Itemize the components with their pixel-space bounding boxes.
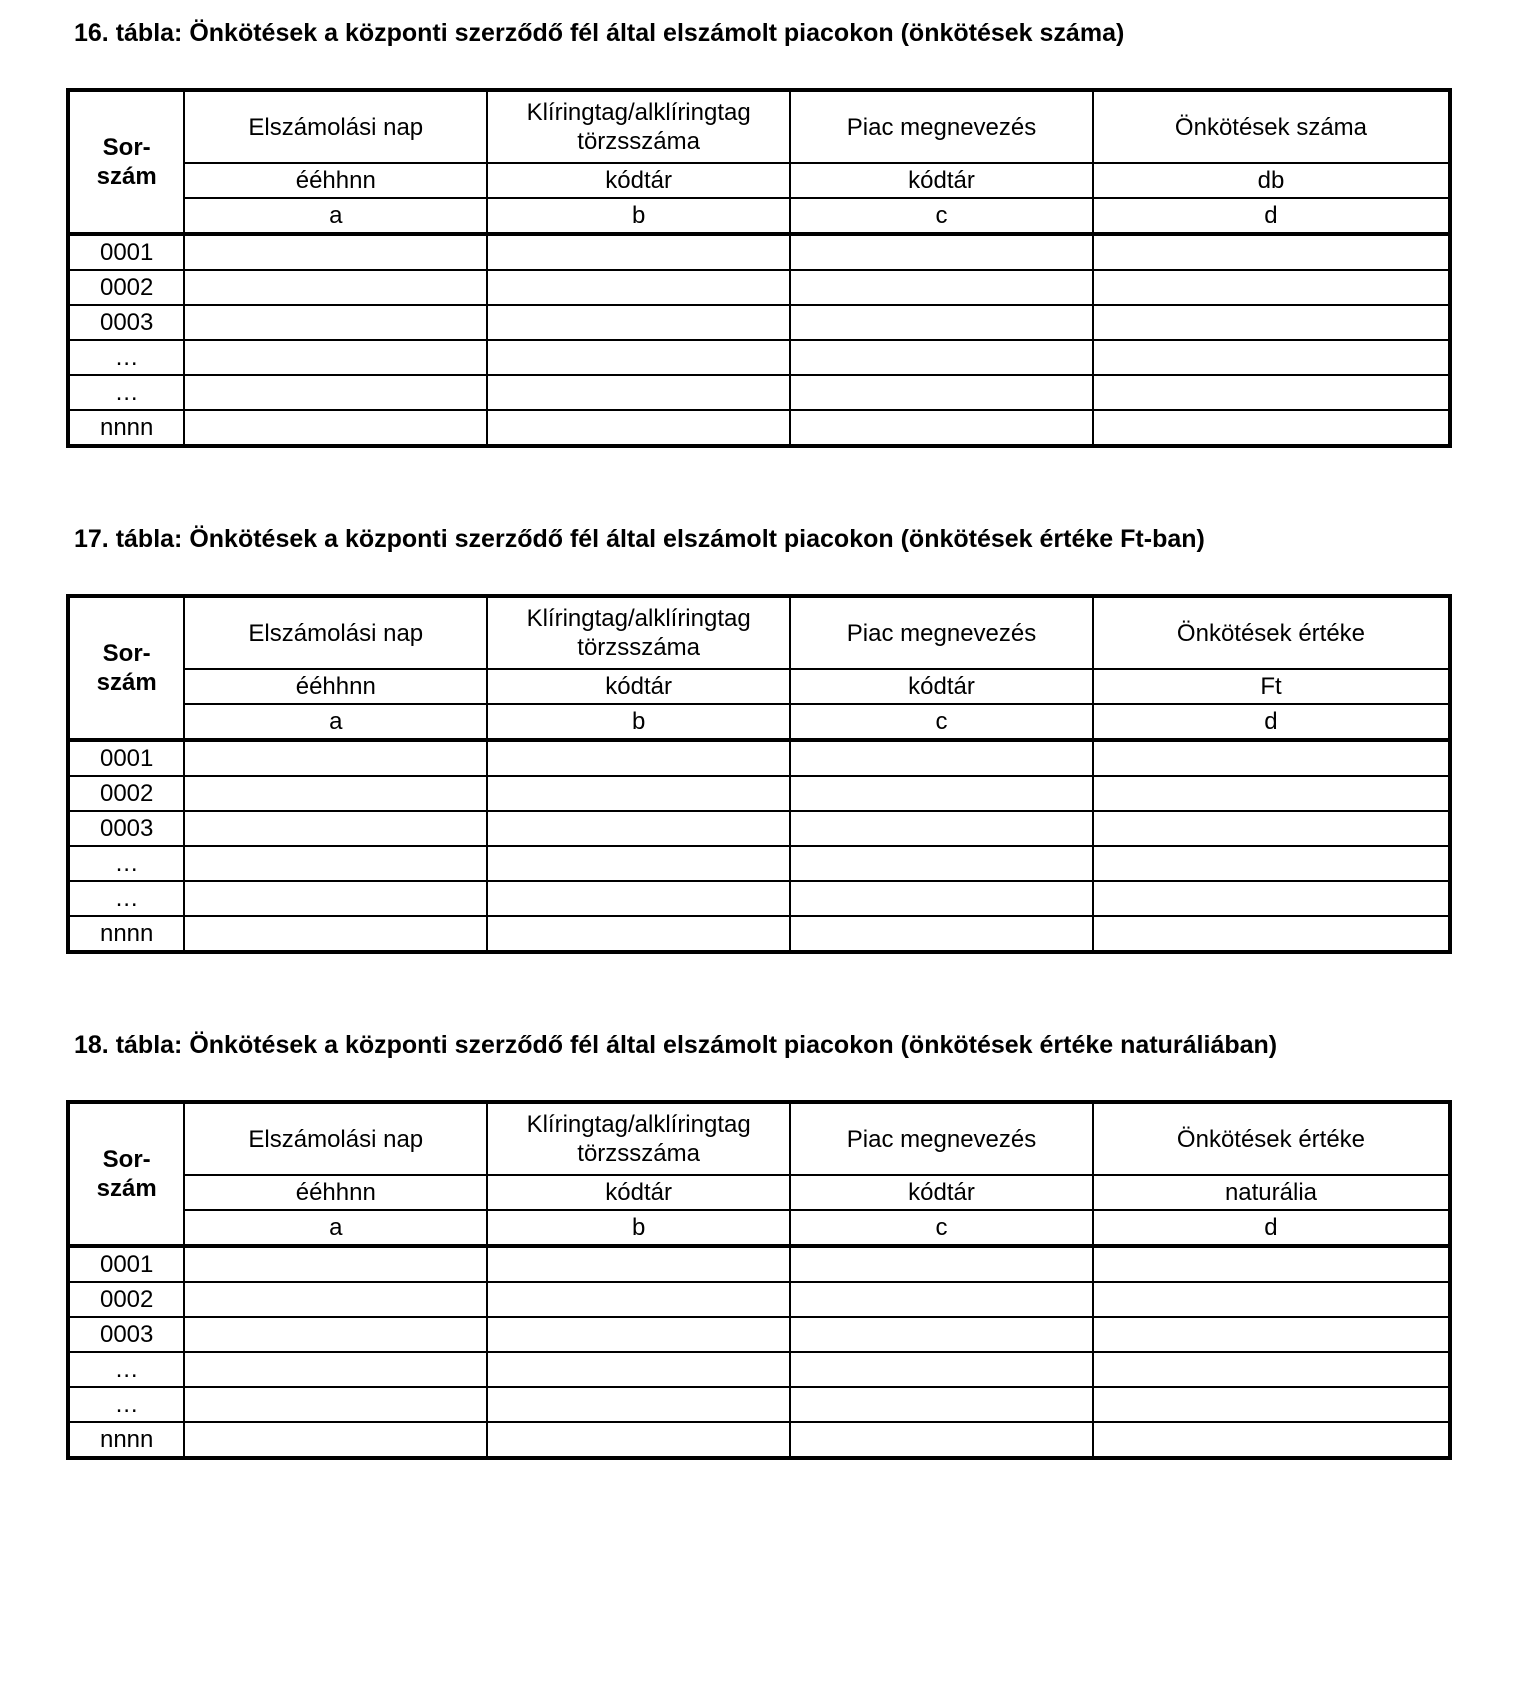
row-number: nnnn bbox=[68, 410, 184, 446]
data-cell[interactable] bbox=[1093, 1317, 1450, 1352]
column-unit: db bbox=[1093, 163, 1450, 198]
data-cell[interactable] bbox=[790, 1387, 1093, 1422]
data-cell[interactable] bbox=[1093, 270, 1450, 305]
data-cell[interactable] bbox=[487, 375, 790, 410]
column-code: b bbox=[487, 198, 790, 234]
data-cell[interactable] bbox=[1093, 1352, 1450, 1387]
column-unit: kódtár bbox=[487, 1175, 790, 1210]
data-cell[interactable] bbox=[1093, 740, 1450, 776]
data-cell[interactable] bbox=[790, 811, 1093, 846]
data-cell[interactable] bbox=[790, 270, 1093, 305]
table-row bbox=[68, 410, 1450, 446]
table-row bbox=[68, 740, 1450, 776]
data-cell[interactable] bbox=[1093, 811, 1450, 846]
data-cell[interactable] bbox=[184, 1387, 487, 1422]
data-cell[interactable] bbox=[487, 1422, 790, 1458]
row-number: 0002 bbox=[68, 270, 184, 305]
data-cell[interactable] bbox=[487, 881, 790, 916]
sorszam-header: Sor- szám bbox=[68, 596, 184, 740]
table-row bbox=[68, 375, 1450, 410]
table-title: 18. tábla: Önkötések a központi szerződő fél által elszámolt piacokon (önkötések értéke naturáliában) bbox=[74, 1031, 1278, 1059]
column-unit: ééhhnn bbox=[184, 1175, 487, 1210]
column-unit: naturália bbox=[1093, 1175, 1450, 1210]
column-code: b bbox=[487, 704, 790, 740]
table-row bbox=[68, 270, 1450, 305]
data-cell[interactable] bbox=[1093, 1246, 1450, 1282]
column-unit: Ft bbox=[1093, 669, 1450, 704]
data-cell[interactable] bbox=[1093, 375, 1450, 410]
column-code: d bbox=[1093, 198, 1450, 234]
data-cell[interactable] bbox=[790, 1317, 1093, 1352]
column-unit: ééhhnn bbox=[184, 669, 487, 704]
table-row bbox=[68, 234, 1450, 270]
table-row bbox=[68, 1422, 1450, 1458]
data-cell[interactable] bbox=[184, 1422, 487, 1458]
table-row bbox=[68, 340, 1450, 375]
report-table bbox=[66, 594, 1452, 954]
table-row bbox=[68, 1282, 1450, 1317]
table-row bbox=[68, 305, 1450, 340]
data-cell[interactable] bbox=[1093, 340, 1450, 375]
data-cell[interactable] bbox=[790, 916, 1093, 952]
data-cell[interactable] bbox=[184, 881, 487, 916]
column-code: c bbox=[790, 1210, 1093, 1246]
data-cell[interactable] bbox=[487, 811, 790, 846]
data-cell[interactable] bbox=[184, 776, 487, 811]
data-cell[interactable] bbox=[790, 1282, 1093, 1317]
data-cell[interactable] bbox=[184, 410, 487, 446]
column-header: Önkötések száma bbox=[1093, 90, 1450, 163]
data-cell[interactable] bbox=[487, 1246, 790, 1282]
data-cell[interactable] bbox=[790, 1246, 1093, 1282]
data-cell[interactable] bbox=[1093, 305, 1450, 340]
column-header: Piac megnevezés bbox=[790, 596, 1093, 669]
table-title: 16. tábla: Önkötések a központi szerződő fél által elszámolt piacokon (önkötések száma) bbox=[74, 19, 1125, 47]
column-header: Klíringtag/alklíringtag törzsszáma bbox=[487, 596, 790, 669]
table-row bbox=[68, 881, 1450, 916]
data-cell[interactable] bbox=[184, 305, 487, 340]
row-number: … bbox=[68, 375, 184, 410]
data-cell[interactable] bbox=[184, 846, 487, 881]
data-cell[interactable] bbox=[184, 340, 487, 375]
data-cell[interactable] bbox=[790, 846, 1093, 881]
data-cell[interactable] bbox=[184, 270, 487, 305]
data-cell[interactable] bbox=[487, 1352, 790, 1387]
data-cell[interactable] bbox=[487, 234, 790, 270]
column-header: Klíringtag/alklíringtag törzsszáma bbox=[487, 1102, 790, 1175]
column-code: b bbox=[487, 1210, 790, 1246]
data-cell[interactable] bbox=[184, 1246, 487, 1282]
data-cell[interactable] bbox=[487, 270, 790, 305]
row-number: 0002 bbox=[68, 1282, 184, 1317]
column-code: a bbox=[184, 1210, 487, 1246]
data-cell[interactable] bbox=[790, 305, 1093, 340]
data-cell[interactable] bbox=[790, 881, 1093, 916]
data-cell[interactable] bbox=[184, 375, 487, 410]
row-number: 0003 bbox=[68, 811, 184, 846]
data-cell[interactable] bbox=[1093, 776, 1450, 811]
data-cell[interactable] bbox=[1093, 881, 1450, 916]
data-cell[interactable] bbox=[184, 740, 487, 776]
column-code: a bbox=[184, 198, 487, 234]
data-cell[interactable] bbox=[1093, 410, 1450, 446]
column-code: a bbox=[184, 704, 487, 740]
data-cell[interactable] bbox=[184, 811, 487, 846]
row-number: … bbox=[68, 1387, 184, 1422]
column-code: d bbox=[1093, 1210, 1450, 1246]
row-number: nnnn bbox=[68, 916, 184, 952]
data-cell[interactable] bbox=[487, 1282, 790, 1317]
data-cell[interactable] bbox=[184, 916, 487, 952]
data-cell[interactable] bbox=[487, 410, 790, 446]
row-number: 0001 bbox=[68, 740, 184, 776]
data-cell[interactable] bbox=[487, 776, 790, 811]
data-cell[interactable] bbox=[790, 340, 1093, 375]
row-number: … bbox=[68, 1352, 184, 1387]
table-row bbox=[68, 776, 1450, 811]
row-number: … bbox=[68, 340, 184, 375]
data-cell[interactable] bbox=[487, 916, 790, 952]
data-cell[interactable] bbox=[184, 1317, 487, 1352]
data-cell[interactable] bbox=[487, 846, 790, 881]
data-cell[interactable] bbox=[1093, 1387, 1450, 1422]
data-cell[interactable] bbox=[1093, 234, 1450, 270]
row-number: 0001 bbox=[68, 1246, 184, 1282]
data-cell[interactable] bbox=[790, 375, 1093, 410]
column-header: Piac megnevezés bbox=[790, 1102, 1093, 1175]
data-cell[interactable] bbox=[1093, 1282, 1450, 1317]
report-table bbox=[66, 1100, 1452, 1460]
table-row bbox=[68, 916, 1450, 952]
data-cell[interactable] bbox=[1093, 1422, 1450, 1458]
column-header: Önkötések értéke bbox=[1093, 1102, 1450, 1175]
data-cell[interactable] bbox=[184, 234, 487, 270]
row-number: 0001 bbox=[68, 234, 184, 270]
table-title: 17. tábla: Önkötések a központi szerződő fél által elszámolt piacokon (önkötések értéke Ft-ban) bbox=[74, 525, 1205, 553]
column-code: c bbox=[790, 704, 1093, 740]
data-cell[interactable] bbox=[1093, 916, 1450, 952]
report-table bbox=[66, 88, 1452, 448]
data-cell[interactable] bbox=[487, 740, 790, 776]
row-number: nnnn bbox=[68, 1422, 184, 1458]
data-cell[interactable] bbox=[487, 305, 790, 340]
data-cell[interactable] bbox=[790, 410, 1093, 446]
data-cell[interactable] bbox=[487, 340, 790, 375]
table-row bbox=[68, 1317, 1450, 1352]
column-header: Elszámolási nap bbox=[184, 596, 487, 669]
data-cell[interactable] bbox=[1093, 846, 1450, 881]
row-number: … bbox=[68, 881, 184, 916]
column-header: Piac megnevezés bbox=[790, 90, 1093, 163]
data-cell[interactable] bbox=[790, 1422, 1093, 1458]
data-cell[interactable] bbox=[184, 1282, 487, 1317]
row-number: 0002 bbox=[68, 776, 184, 811]
table-row bbox=[68, 1387, 1450, 1422]
column-header: Önkötések értéke bbox=[1093, 596, 1450, 669]
column-code: c bbox=[790, 198, 1093, 234]
column-header: Elszámolási nap bbox=[184, 90, 487, 163]
row-number: … bbox=[68, 846, 184, 881]
sorszam-header: Sor- szám bbox=[68, 1102, 184, 1246]
sorszam-header: Sor- szám bbox=[68, 90, 184, 234]
column-header: Elszámolási nap bbox=[184, 1102, 487, 1175]
table-row bbox=[68, 811, 1450, 846]
column-unit: kódtár bbox=[487, 669, 790, 704]
column-unit: ééhhnn bbox=[184, 163, 487, 198]
data-cell[interactable] bbox=[790, 234, 1093, 270]
data-cell[interactable] bbox=[790, 1352, 1093, 1387]
column-header: Klíringtag/alklíringtag törzsszáma bbox=[487, 90, 790, 163]
table-row bbox=[68, 846, 1450, 881]
column-unit: kódtár bbox=[487, 163, 790, 198]
data-cell[interactable] bbox=[487, 1317, 790, 1352]
column-unit: kódtár bbox=[790, 1175, 1093, 1210]
row-number: 0003 bbox=[68, 305, 184, 340]
row-number: 0003 bbox=[68, 1317, 184, 1352]
table-row bbox=[68, 1352, 1450, 1387]
column-unit: kódtár bbox=[790, 163, 1093, 198]
data-cell[interactable] bbox=[790, 740, 1093, 776]
data-cell[interactable] bbox=[790, 776, 1093, 811]
table-row bbox=[68, 1246, 1450, 1282]
data-cell[interactable] bbox=[487, 1387, 790, 1422]
column-unit: kódtár bbox=[790, 669, 1093, 704]
column-code: d bbox=[1093, 704, 1450, 740]
data-cell[interactable] bbox=[184, 1352, 487, 1387]
